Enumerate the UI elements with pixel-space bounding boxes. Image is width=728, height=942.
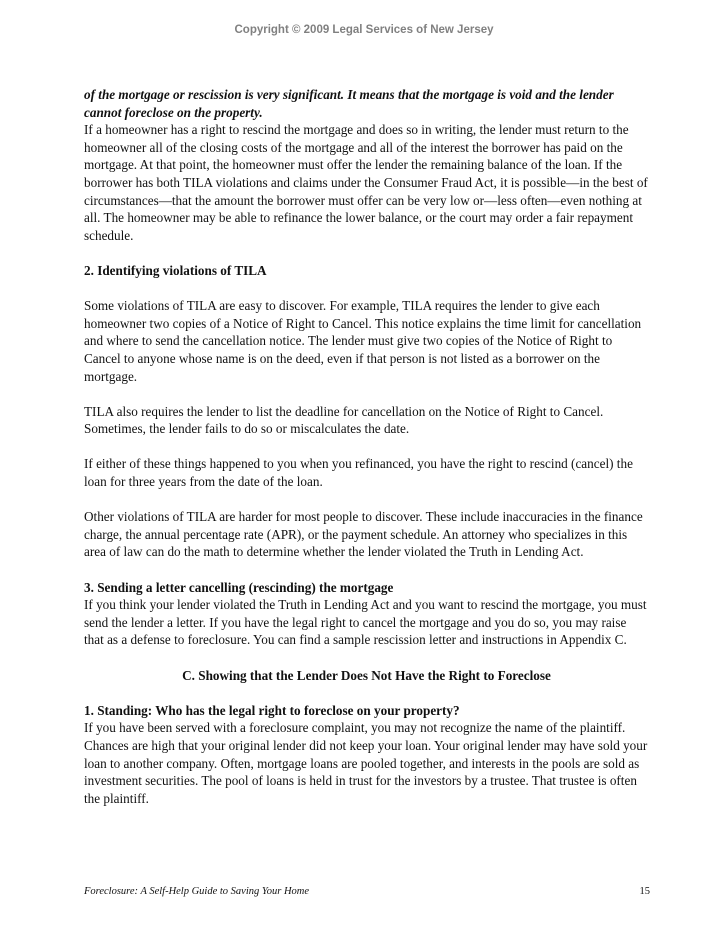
paragraph-tila-1: Some violations of TILA are easy to discover. For example, TILA requires the lender to give each homeowner two copies of a Notice of Right to Cancel. This notice explains the time limit for cancellation and where to send the cancellation notice. The lender must give two copies of the Notice of Right to Cancel to anyone whose name is on the deed, even if that person is not listed as a borrower on the mortgage. (84, 298, 642, 384)
paragraph-tila-3: If either of these things happened to you when you refinanced, you have the right to rescind (cancel) the loan for three years from the date of the loan. (84, 456, 633, 490)
footer-title: Foreclosure: A Self-Help Guide to Saving Your Home (84, 886, 310, 897)
paragraph-standing: If you have been served with a foreclosure complaint, you may not recognize the name of the plaintiff. Chances are high that your original lender did not keep your loan. Your original lender may have sold your loan to another company. Often, mortgage loans are pooled together, and interests in the pools are sold as investment securities. The pool of loans is held in trust for the investors by a trustee. That trustee is often the plaintiff. (84, 720, 648, 806)
paragraph-tila-4: Other violations of TILA are harder for most people to discover. These include inaccuracies in the finance charge, the annual percentage rate (APR), or the payment schedule. An attorney who specializes in this area of law can do the math to determine whether the lender violated the Truth in Lending Act. (84, 509, 643, 560)
intro-bold-italic: of the mortgage or rescission is very significant. It means that the mortgage is void and the lender cannot foreclose on the property. (84, 87, 614, 120)
copyright-header: Copyright © 2009 Legal Services of New Jersey (234, 24, 494, 36)
paragraph-letter: If you think your lender violated the Truth in Lending Act and you want to rescind the mortgage, you must send the lender a letter. If you have the legal right to cancel the mortgage and you do so, you may raise that as a defense to foreclosure. You can find a sample rescission letter and instructions in Appendix C. (84, 597, 647, 648)
heading-standing: 1. Standing: Who has the legal right to foreclose on your property? (84, 702, 460, 718)
heading-identifying-violations: 2. Identifying violations of TILA (84, 262, 267, 278)
page-body (84, 86, 649, 807)
heading-sending-letter: 3. Sending a letter cancelling (rescinding) the mortgage (84, 579, 394, 595)
paragraph-tila-2: TILA also requires the lender to list the deadline for cancellation on the Notice of Right to Cancel. Sometimes, the lender fails to do so or miscalculates the date. (84, 403, 604, 437)
section-c-heading: C. Showing that the Lender Does Not Have the Right to Foreclose (182, 667, 551, 683)
paragraph-rescind: If a homeowner has a right to rescind the mortgage and does so in writing, the lender must return to the homeowner all of the closing costs of the mortgage and all of the interest the borrower has paid on the mortgage. At that point, the homeowner must offer the lender the remaining balance of the loan. If the borrower has both TILA violations and claims under the Consumer Fraud Act, it is possible—in the best of circumstances—that the amount the borrower must offer can be very low or—less often—even nothing at all. The homeowner may be able to refinance the lower balance, or the court may order a fair repayment schedule. (84, 122, 648, 243)
page-number: 15 (639, 886, 650, 897)
